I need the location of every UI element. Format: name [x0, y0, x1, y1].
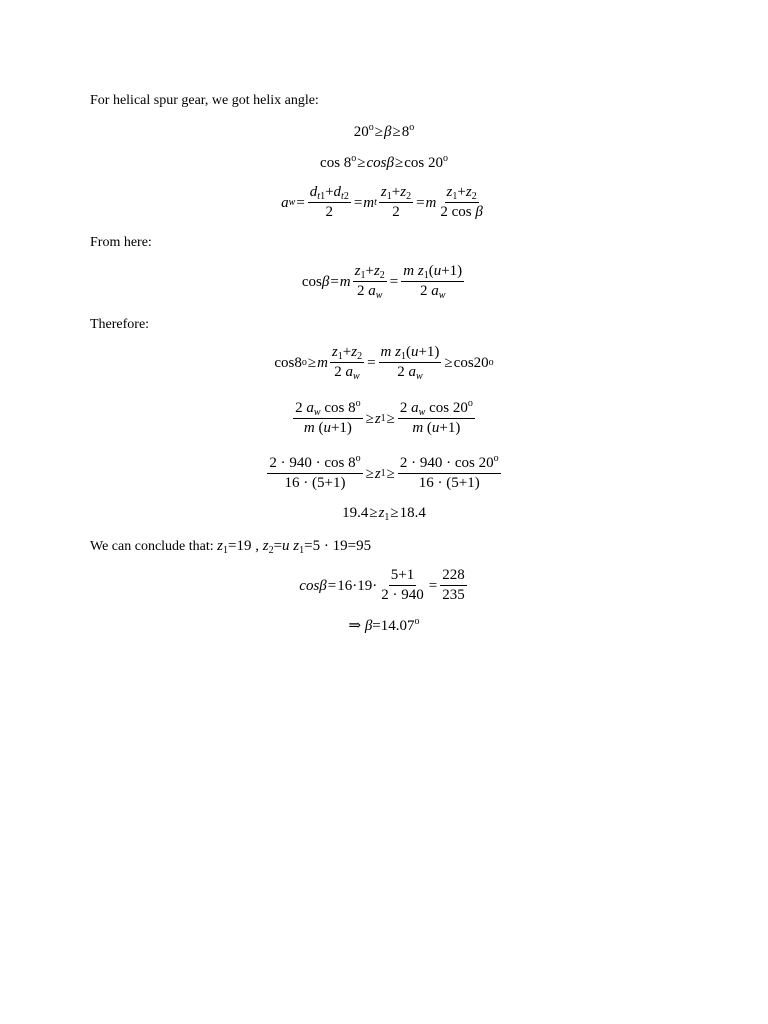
equation-z1-numeric: $\frac{2 \cdot 940 \cdot \cos 8^o}{16 \cdot (5+1)}$ ≥ z 1 ≥ $\frac{2 \cdot 940 \cdot \cos 20^o}{16 \cdot (5+1)}$	[269, 453, 499, 491]
conclusion-line	[90, 537, 371, 556]
equation-z1-symbolic: $\frac{2 a_w \cos 8^o}{m (u+1)}$ ≥ z 1 ≥ $\frac{2 a_w \cos 20^o}{m (u+1)}$	[295, 398, 473, 436]
equation-cos-beta-value: cosβ = 16 · 19 · $\frac{5+1}{2 \cdot 940}$ = $\frac{228}{235}$	[299, 567, 465, 603]
equation-beta-range: $20^o\ge\beta\ge 8^o$	[353, 122, 415, 140]
conclusion-equation: $z_1=19$ , $z_2=u$ $z_1=5 \cdot 19=95$	[217, 538, 372, 556]
equation-cos-inequality: cos 8 o ≥ m $\frac{z_1+z_2}{2 a_w}$ = $\frac{m z_1(u+1)}{2 a_w}$ ≥ cos 20 o	[274, 344, 494, 382]
equation-z1-range: $19.4\ge z_1\ge 18.4$	[342, 505, 426, 523]
therefore-paragraph: Therefore:	[90, 317, 150, 332]
conclusion-text: We can conclude that:	[90, 539, 214, 554]
equation-cos-range: $\cos 8^o\ge\cos\beta\ge\cos$ 20$^o$	[320, 153, 448, 171]
equation-center-distance: a w = $\frac{d_{t1}+d_{t2}}{2}$ = m t $\frac{z_1+z_2}{2}$ = m $\frac{z_1+z_2}{\text{2 cos β}}$	[281, 184, 483, 220]
from-here-paragraph: From here:	[90, 235, 152, 250]
equation-cos-beta: cos β = m $\frac{z_1+z_2}{2 a_w}$ = $\frac{m z_1(u+1)}{2 a_w}$	[301, 263, 463, 301]
equation-beta-result: ⇒ $\beta=14.07^o$	[348, 616, 420, 634]
intro-paragraph: For helical spur gear, we got helix angle:	[90, 93, 319, 108]
